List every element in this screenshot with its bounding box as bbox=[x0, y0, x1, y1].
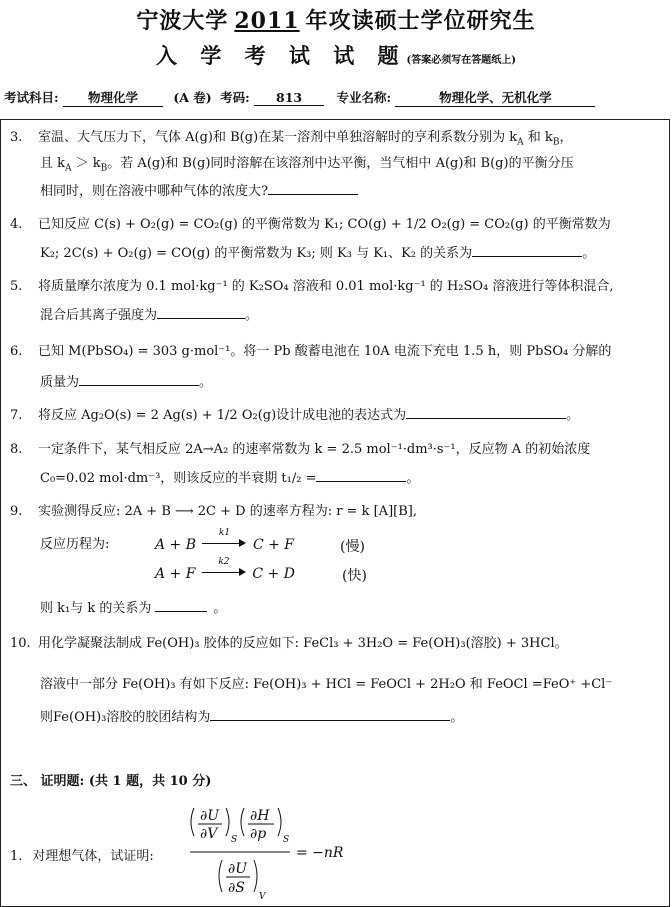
answer-blank bbox=[406, 406, 566, 419]
subject-label: 考试科目: bbox=[4, 90, 59, 105]
answer-blank bbox=[155, 599, 207, 612]
subtitle-note: (答案必须写在答题纸上) bbox=[406, 55, 517, 66]
proof-item: 1. 对理想气体，试证明: bbox=[10, 849, 154, 864]
question-5-line-2: 混合后其离子强度为 。 bbox=[40, 308, 259, 323]
section-3-heading: 三、 证明题: (共 1 题，共 10 分) bbox=[10, 774, 212, 789]
question-3-line-3: 相同时，则在溶液中哪种气体的浓度大? bbox=[40, 180, 358, 199]
numerator-dh: ∂H bbox=[250, 808, 270, 824]
question-8: 8. 一定条件下，某气相反应 2A→A₂ 的速率常数为 k = 2.5 mol⁻¹·dm³·s⁻¹，反应物 A 的初始浓度 bbox=[10, 442, 591, 457]
step-1-note: (慢) bbox=[340, 539, 365, 555]
step-2-note: (快) bbox=[342, 568, 367, 584]
numerator-dv: ∂V bbox=[200, 826, 218, 842]
question-6: 6. 已知 M(PbSO₄) = 303 g·mol⁻¹。将一 Pb 酸蓄电池在 10A 电流下充电 1.5 h，则 PbSO₄ 分解的 bbox=[10, 344, 612, 359]
question-10-line-2: 溶液中一部分 Fe(OH)₃ 有如下反应: Fe(OH)₃ + HCl = FeOCl + 2H₂O 和 FeOCl =FeO⁺ +Cl⁻ bbox=[40, 677, 613, 692]
question-9: 9. 实验测得反应: 2A + B ⟶ 2C + D 的速率方程为: r = k [A][B], bbox=[10, 504, 417, 519]
numerator-dp: ∂p bbox=[250, 826, 267, 842]
reaction-arrow: k2 bbox=[202, 564, 246, 578]
paper-label: (A 卷) bbox=[173, 90, 212, 105]
question-4-line-2: K₂; 2C(s) + O₂(g) = CO(g) 的平衡常数为 K₃; 则 K₃ 与 K₁、K₂ 的关系为 。 bbox=[40, 246, 596, 261]
exam-year: 2011 bbox=[234, 8, 300, 34]
exam-subtitle bbox=[0, 40, 672, 70]
title-suffix: 年攻读硕士学位研究生 bbox=[305, 8, 536, 34]
numerator-du: ∂U bbox=[200, 808, 220, 824]
code-value: 813 bbox=[254, 90, 324, 106]
answer-blank bbox=[79, 373, 199, 386]
mechanism-step-1: A + B k1 C + F bbox=[155, 528, 294, 553]
answer-blank bbox=[157, 306, 245, 319]
major-value: 物理化学、无机化学 bbox=[395, 88, 595, 107]
exam-title bbox=[0, 4, 672, 35]
subject-value: 物理化学 bbox=[63, 88, 163, 107]
denominator-du: ∂U bbox=[228, 861, 248, 877]
exam-info-row bbox=[4, 88, 595, 107]
proof-formula bbox=[186, 800, 366, 905]
sub-s-1: S bbox=[231, 835, 238, 845]
answer-blank bbox=[472, 244, 582, 257]
reaction-arrow: k1 bbox=[202, 535, 246, 549]
code-label: 考码: bbox=[220, 90, 250, 105]
question-3: 3. 室温、大气压力下，气体 A(g)和 B(g)在某一溶剂中单独溶解时的亨利系数分别为 $k_A$ 和 $k_B$， bbox=[10, 130, 573, 148]
subtitle-text: 入 学 考 试 试 题 bbox=[155, 43, 407, 68]
sub-s-2: S bbox=[283, 835, 290, 845]
question-5: 5. 将质量摩尔浓度为 0.1 mol·kg⁻¹ 的 K₂SO₄ 溶液和 0.01 mol·kg⁻¹ 的 H₂SO₄ 溶液进行等体积混合, bbox=[10, 279, 614, 294]
question-3-line-2: 且 $k_A > k_B$。若 A(g)和 B(g)同时溶解在该溶剂中达平衡，当气相中 A(g)和 B(g)的平衡分压 bbox=[40, 156, 574, 174]
paren-left bbox=[191, 808, 194, 836]
question-7: 7. 将反应 Ag₂O(s) = 2 Ag(s) + 1/2 O₂(g)设计成电池的表达式为 。 bbox=[10, 408, 580, 423]
question-9-line-2: 反应历程为: bbox=[40, 537, 110, 552]
denominator-ds: ∂S bbox=[228, 880, 245, 896]
sub-v: V bbox=[259, 892, 266, 902]
question-9-line-3: 则 k₁与 k 的关系为 。 bbox=[40, 601, 227, 616]
answer-blank bbox=[268, 182, 358, 195]
mechanism-step-2: A + F k2 C + D bbox=[155, 557, 295, 582]
answer-blank bbox=[316, 469, 406, 482]
paren-right bbox=[226, 808, 229, 836]
major-label: 专业名称: bbox=[336, 90, 392, 105]
title-prefix: 宁波大学 bbox=[136, 8, 229, 34]
question-6-line-2: 质量为 。 bbox=[40, 375, 213, 390]
question-10-line-3: 则Fe(OH)₃溶胶的胶团结构为 。 bbox=[40, 710, 464, 725]
question-8-line-2: C₀=0.02 mol·dm⁻³，则该反应的半衰期 t₁/₂ = 。 bbox=[40, 471, 420, 486]
question-10: 10. 用化学凝聚法制成 Fe(OH)₃ 胶体的反应如下: FeCl₃ + 3H₂O = Fe(OH)₃(溶胶) + 3HCl。 bbox=[10, 636, 568, 651]
formula-rhs: = −nR bbox=[296, 845, 344, 861]
answer-blank bbox=[210, 708, 450, 721]
question-4: 4. 已知反应 C(s) + O₂(g) = CO₂(g) 的平衡常数为 K₁; CO(g) + 1/2 O₂(g) = CO₂(g) 的平衡常数为 bbox=[10, 217, 611, 232]
